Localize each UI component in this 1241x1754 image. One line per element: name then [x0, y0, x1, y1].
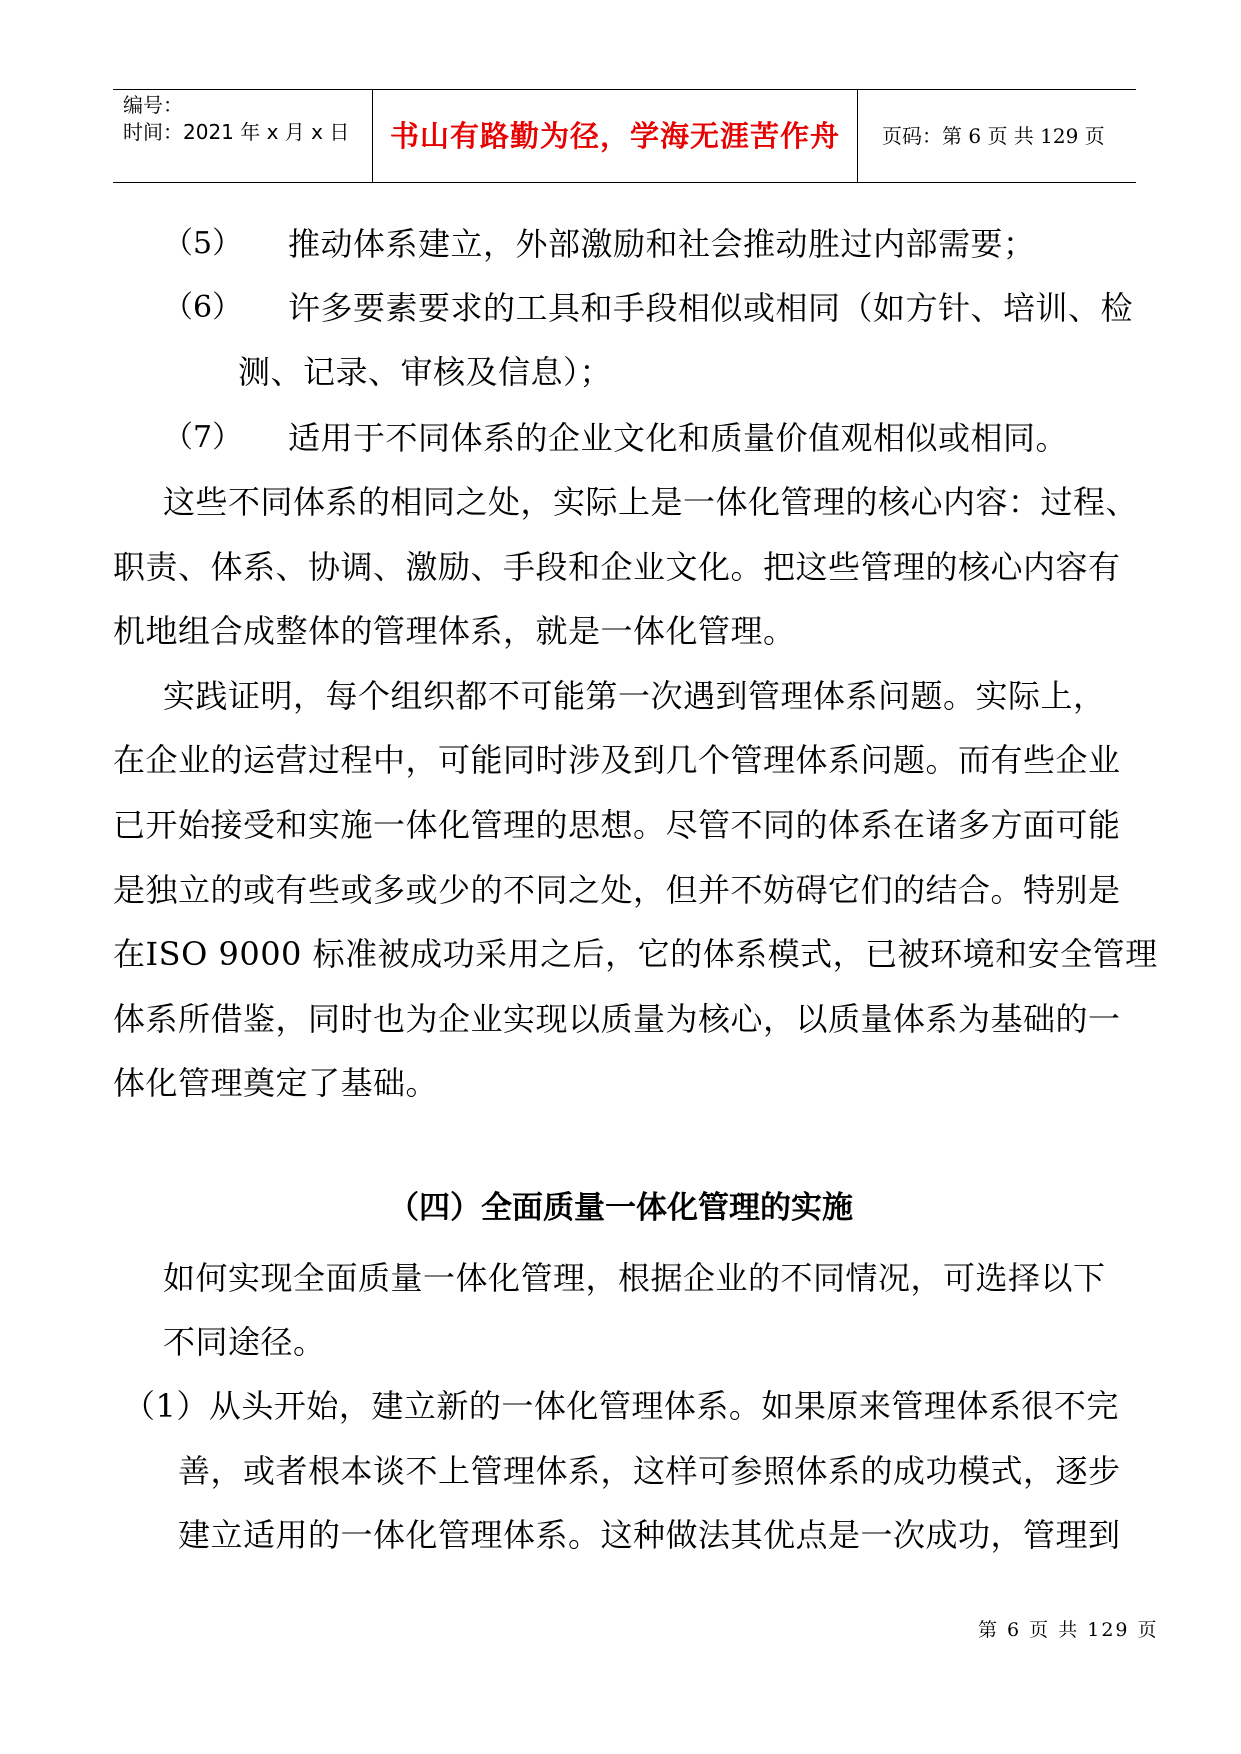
item-7-text: 适用于不同体系的企业文化和质量价值观相似或相同。 — [288, 419, 1069, 457]
header-date: 时间：2021 年 x 月 x 日 — [123, 120, 350, 144]
item-5-number: （5） — [163, 226, 243, 261]
para2-line-5: 在ISO 9000 标准被成功采用之后，它的体系模式，已被环境和安全管理 — [113, 935, 1158, 973]
para2-line-1: 实践证明，每个组织都不可能第一次遇到管理体系问题。实际上， — [163, 677, 1106, 715]
page-footer: 第 6 页 共 129 页 — [978, 1619, 1159, 1641]
para2-line-4: 是独立的或有些或多或少的不同之处，但并不妨碍它们的结合。特别是 — [113, 871, 1121, 909]
para3-line-1: 如何实现全面质量一体化管理，根据企业的不同情况，可选择以下 — [163, 1259, 1106, 1297]
para3-line-2: 不同途径。 — [163, 1323, 326, 1361]
item-6-continuation: 测、记录、审核及信息）； — [238, 353, 613, 391]
para1-line-3: 机地组合成整体的管理体系，就是一体化管理。 — [113, 612, 796, 650]
header-motto: 书山有路勤为径，学海无涯苦作舟 — [373, 90, 858, 182]
item1-line-1: （1）从头开始，建立新的一体化管理体系。如果原来管理体系很不完 — [123, 1387, 1119, 1425]
item-5-text: 推动体系建立，外部激励和社会推动胜过内部需要； — [288, 225, 1036, 263]
para2-line-2: 在企业的运营过程中，可能同时涉及到几个管理体系问题。而有些企业 — [113, 741, 1121, 779]
page-header — [113, 89, 1136, 183]
item1-line-2: 善，或者根本谈不上管理体系，这样可参照体系的成功模式，逐步 — [178, 1452, 1121, 1490]
header-meta — [113, 90, 373, 182]
para1-line-2: 职责、体系、协调、激励、手段和企业文化。把这些管理的核心内容有 — [113, 548, 1121, 586]
para1-line-1: 这些不同体系的相同之处，实际上是一体化管理的核心内容：过程、 — [163, 483, 1139, 521]
item-6-text: 许多要素要求的工具和手段相似或相同（如方针、培训、检 — [288, 289, 1134, 327]
para2-line-7: 体化管理奠定了基础。 — [113, 1064, 439, 1102]
section-title: （四）全面质量一体化管理的实施 — [388, 1190, 853, 1226]
para2-line-6: 体系所借鉴，同时也为企业实现以质量为核心，以质量体系为基础的一 — [113, 1000, 1121, 1038]
item1-line-3: 建立适用的一体化管理体系。这种做法其优点是一次成功，管理到 — [178, 1516, 1121, 1554]
header-code-label: 编号： — [123, 93, 183, 117]
item-6-number: （6） — [163, 290, 243, 325]
item-7-number: （7） — [163, 420, 243, 455]
header-page-info: 页码：第 6 页 共 129 页 — [882, 124, 1105, 148]
para2-line-3: 已开始接受和实施一体化管理的思想。尽管不同的体系在诸多方面可能 — [113, 806, 1121, 844]
